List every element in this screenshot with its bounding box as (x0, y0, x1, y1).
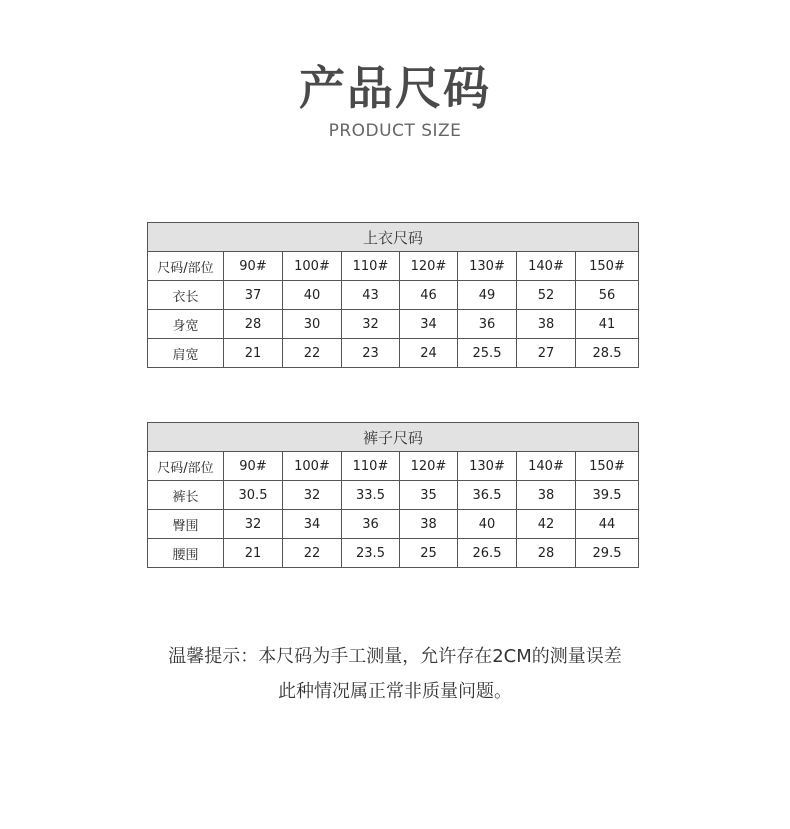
table-cell: 37 (224, 281, 283, 310)
table-cell: 23 (342, 339, 400, 368)
header-cell: 100# (283, 252, 342, 281)
pants-size-table (147, 422, 639, 568)
table-cell: 42 (517, 510, 576, 539)
table-cell: 38 (517, 481, 576, 510)
header-cell: 150# (576, 452, 639, 481)
table-cell: 22 (283, 339, 342, 368)
table-cell: 41 (576, 310, 639, 339)
table-cell: 44 (576, 510, 639, 539)
header-cell: 尺码/部位 (148, 452, 224, 481)
table-cell: 21 (224, 339, 283, 368)
table-cell: 43 (342, 281, 400, 310)
top-size-table (147, 222, 639, 368)
table-cell: 28.5 (576, 339, 639, 368)
table-header-row (148, 452, 639, 481)
table-cell: 27 (517, 339, 576, 368)
table-cell: 30.5 (224, 481, 283, 510)
table-cell: 36 (342, 510, 400, 539)
header-cell: 120# (400, 452, 458, 481)
table-cell: 56 (576, 281, 639, 310)
table-cell: 38 (517, 310, 576, 339)
table-cell: 26.5 (458, 539, 517, 568)
table-cell: 25.5 (458, 339, 517, 368)
table-cell: 39.5 (576, 481, 639, 510)
table-cell: 32 (224, 510, 283, 539)
table-cell: 52 (517, 281, 576, 310)
table-cell: 30 (283, 310, 342, 339)
header-cell: 110# (342, 252, 400, 281)
table-row (148, 310, 639, 339)
row-label: 臀围 (148, 510, 224, 539)
table-cell: 32 (283, 481, 342, 510)
table-cell: 36.5 (458, 481, 517, 510)
header-cell: 90# (224, 252, 283, 281)
table-cell: 28 (517, 539, 576, 568)
row-label: 肩宽 (148, 339, 224, 368)
header-cell: 130# (458, 252, 517, 281)
header-cell: 150# (576, 252, 639, 281)
header-cell: 120# (400, 252, 458, 281)
row-label: 腰围 (148, 539, 224, 568)
measurement-note-line-1: 温馨提示：本尺码为手工测量，允许存在2CM的测量误差 (168, 646, 622, 667)
header-cell: 尺码/部位 (148, 252, 224, 281)
table-cell: 23.5 (342, 539, 400, 568)
table-cell: 28 (224, 310, 283, 339)
table-cell: 21 (224, 539, 283, 568)
table-cell: 24 (400, 339, 458, 368)
header-cell: 110# (342, 452, 400, 481)
table-row (148, 481, 639, 510)
table-cell: 34 (400, 310, 458, 339)
table-cell: 22 (283, 539, 342, 568)
table-cell: 35 (400, 481, 458, 510)
page-subtitle: PRODUCT SIZE (328, 121, 462, 141)
table-cell: 36 (458, 310, 517, 339)
table-cell: 40 (458, 510, 517, 539)
row-label: 裤长 (148, 481, 224, 510)
table-cell: 32 (342, 310, 400, 339)
header-cell: 100# (283, 452, 342, 481)
table-header-row (148, 252, 639, 281)
measurement-note-line-2: 此种情况属正常非质量问题。 (278, 681, 512, 702)
table-cell: 34 (283, 510, 342, 539)
header-cell: 140# (517, 452, 576, 481)
table-cell: 40 (283, 281, 342, 310)
table-cell: 29.5 (576, 539, 639, 568)
header-cell: 90# (224, 452, 283, 481)
table-cell: 46 (400, 281, 458, 310)
table-row (148, 510, 639, 539)
header-cell: 130# (458, 452, 517, 481)
row-label: 身宽 (148, 310, 224, 339)
header-cell: 140# (517, 252, 576, 281)
row-label: 衣长 (148, 281, 224, 310)
table-caption: 上衣尺码 (148, 223, 639, 252)
table-cell: 25 (400, 539, 458, 568)
page-title: 产品尺码 (299, 61, 491, 115)
table-cell: 33.5 (342, 481, 400, 510)
table-caption: 裤子尺码 (148, 423, 639, 452)
table-row (148, 539, 639, 568)
table-row (148, 281, 639, 310)
table-cell: 38 (400, 510, 458, 539)
table-cell: 49 (458, 281, 517, 310)
table-row (148, 339, 639, 368)
